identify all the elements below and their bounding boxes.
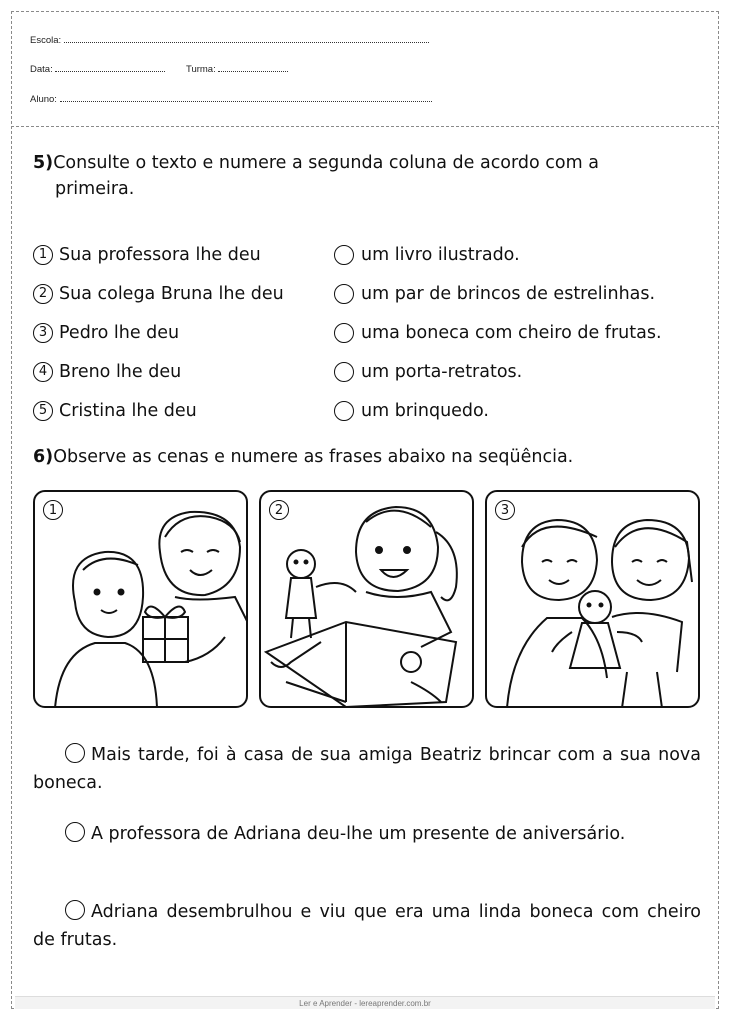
sentence-3-answer-circle[interactable] [65, 900, 85, 920]
match-left-text: Sua colega Bruna lhe deu [59, 284, 284, 304]
student-label: Aluno: [30, 94, 57, 105]
sentence-1-text: Mais tarde, foi à casa de sua amiga Beatriz brincar com a sua nova boneca. [33, 745, 701, 793]
student-line[interactable] [60, 92, 432, 102]
school-field[interactable] [30, 33, 429, 46]
match-left-item [33, 398, 197, 424]
match-left-text: Cristina lhe deu [59, 401, 197, 421]
sentence-2 [33, 820, 701, 848]
match-right-item [334, 242, 520, 268]
footer-credit: Ler e Aprender - lereaprender.com.br [15, 996, 715, 1009]
match-right-item [334, 359, 522, 385]
header-divider [11, 126, 719, 127]
question-5-text-line2: primeira. [55, 179, 135, 199]
match-right-text: uma boneca com cheiro de frutas. [361, 323, 662, 343]
sentence-1 [33, 741, 701, 797]
match-left-number: 3 [33, 323, 53, 343]
scene-panel-1-number: 1 [43, 500, 63, 520]
match-left-number: 4 [33, 362, 53, 382]
match-answer-circle[interactable] [334, 284, 354, 304]
sentence-2-answer-circle[interactable] [65, 822, 85, 842]
match-left-text: Sua professora lhe deu [59, 245, 261, 265]
scene-panel-3 [485, 490, 700, 708]
match-answer-circle[interactable] [334, 245, 354, 265]
scene-panel-3-number: 3 [495, 500, 515, 520]
class-field[interactable] [186, 62, 288, 75]
scene-panel-1 [33, 490, 248, 708]
question-6-number: 6) [33, 447, 54, 467]
unwrapping-doll-scene-icon [261, 492, 474, 708]
match-left-text: Pedro lhe deu [59, 323, 180, 343]
scene-panel-2 [259, 490, 474, 708]
class-label: Turma: [186, 64, 216, 75]
match-left-number: 2 [33, 284, 53, 304]
match-left-item [33, 281, 284, 307]
question-5-number: 5) [33, 153, 54, 173]
question-5 [33, 150, 713, 202]
match-right-item [334, 320, 662, 346]
match-left-item [33, 242, 261, 268]
match-left-text: Breno lhe deu [59, 362, 182, 382]
match-right-item [334, 281, 655, 307]
match-right-text: um par de brincos de estrelinhas. [361, 284, 656, 304]
question-6 [33, 444, 713, 470]
sentence-1-answer-circle[interactable] [65, 743, 85, 763]
scene-panel-2-number: 2 [269, 500, 289, 520]
sentence-3-text: Adriana desembrulhou e viu que era uma linda boneca com cheiro de frutas. [33, 902, 701, 950]
match-right-text: um livro ilustrado. [361, 245, 520, 265]
match-answer-circle[interactable] [334, 323, 354, 343]
date-field[interactable] [30, 62, 165, 75]
match-right-text: um brinquedo. [361, 401, 489, 421]
date-line[interactable] [55, 62, 165, 72]
match-left-number: 5 [33, 401, 53, 421]
school-line[interactable] [64, 33, 429, 43]
match-left-item [33, 359, 181, 385]
match-right-item [334, 398, 489, 424]
student-field[interactable] [30, 92, 432, 105]
match-right-text: um porta-retratos. [361, 362, 523, 382]
sentence-3 [33, 898, 701, 954]
match-left-number: 1 [33, 245, 53, 265]
class-line[interactable] [218, 62, 288, 72]
question-6-text: Observe as cenas e numere as frases abaixo na seqüência. [53, 447, 574, 467]
match-answer-circle[interactable] [334, 362, 354, 382]
school-label: Escola: [30, 35, 62, 46]
match-answer-circle[interactable] [334, 401, 354, 421]
sentence-2-text: A professora de Adriana deu-lhe um presente de aniversário. [91, 824, 626, 844]
match-left-item [33, 320, 179, 346]
question-5-text-line1: Consulte o texto e numere a segunda coluna de acordo com a [53, 153, 599, 173]
friends-with-doll-scene-icon [487, 492, 700, 708]
gift-scene-icon [35, 492, 248, 708]
date-label: Data: [30, 64, 53, 75]
